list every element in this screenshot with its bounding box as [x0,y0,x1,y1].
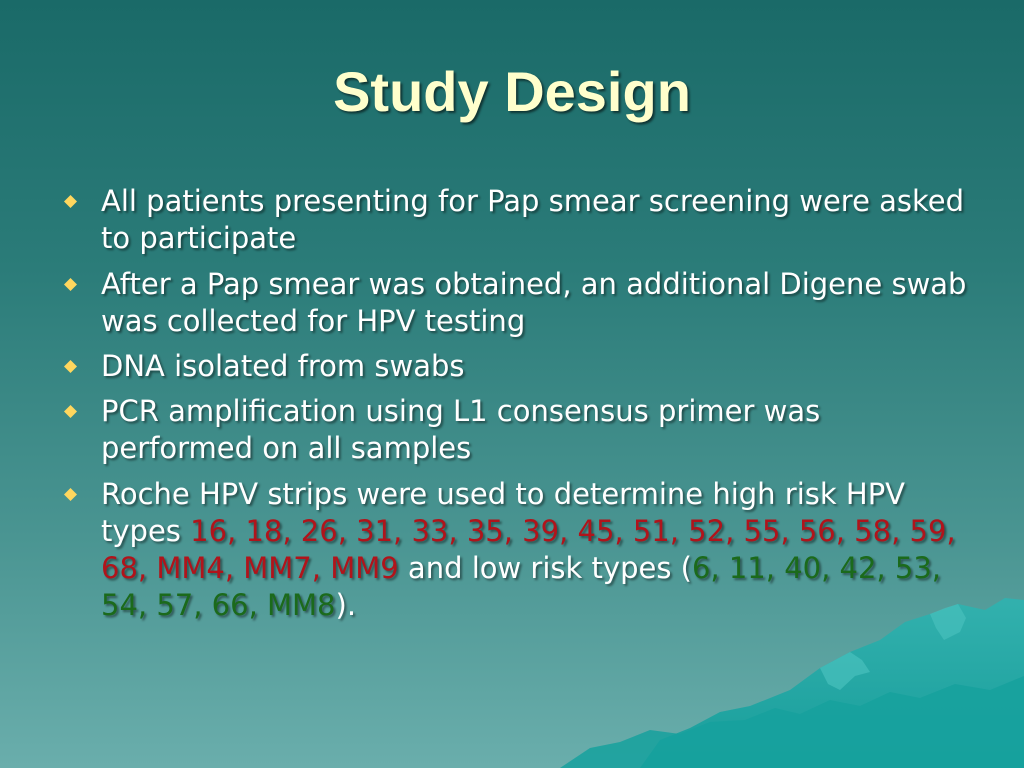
diamond-bullet-icon [64,195,77,208]
bullet-item [101,393,971,467]
bullet-text: DNA isolated from swabs [101,349,465,383]
bullet-item [101,266,971,340]
high-risk-types: 16, 18, 26, 31, 33, 35, 39, 45, 51, 52, 55, 56, 58, 59, 68, MM4, MM7, MM9 [101,514,956,585]
bullet-text: After a Pap smear was obtained, an additional Digene swab was collected for HPV testing [101,267,967,338]
bullet-text: All patients presenting for Pap smear screening were asked to participate [101,184,965,255]
slide-title: Study Design [333,60,691,123]
low-risk-types: 6, 11, 40, 42, 53, 54, 57, 66, MM8 [101,551,941,622]
bullet-text-part2: and low risk types ( [398,551,692,585]
diamond-bullet-icon [64,488,77,501]
bullet-item [101,348,971,385]
diamond-bullet-icon [64,405,77,418]
diamond-bullet-icon [64,360,77,373]
bullet-item [101,183,971,257]
bullet-text-part1: Roche HPV strips were used to determine high risk HPV types [101,477,906,548]
bullet-text: PCR amplification using L1 consensus primer was performed on all samples [101,394,821,465]
diamond-bullet-icon [64,278,77,291]
bullet-item [101,476,971,624]
bullet-text-part3: ). [335,588,357,622]
